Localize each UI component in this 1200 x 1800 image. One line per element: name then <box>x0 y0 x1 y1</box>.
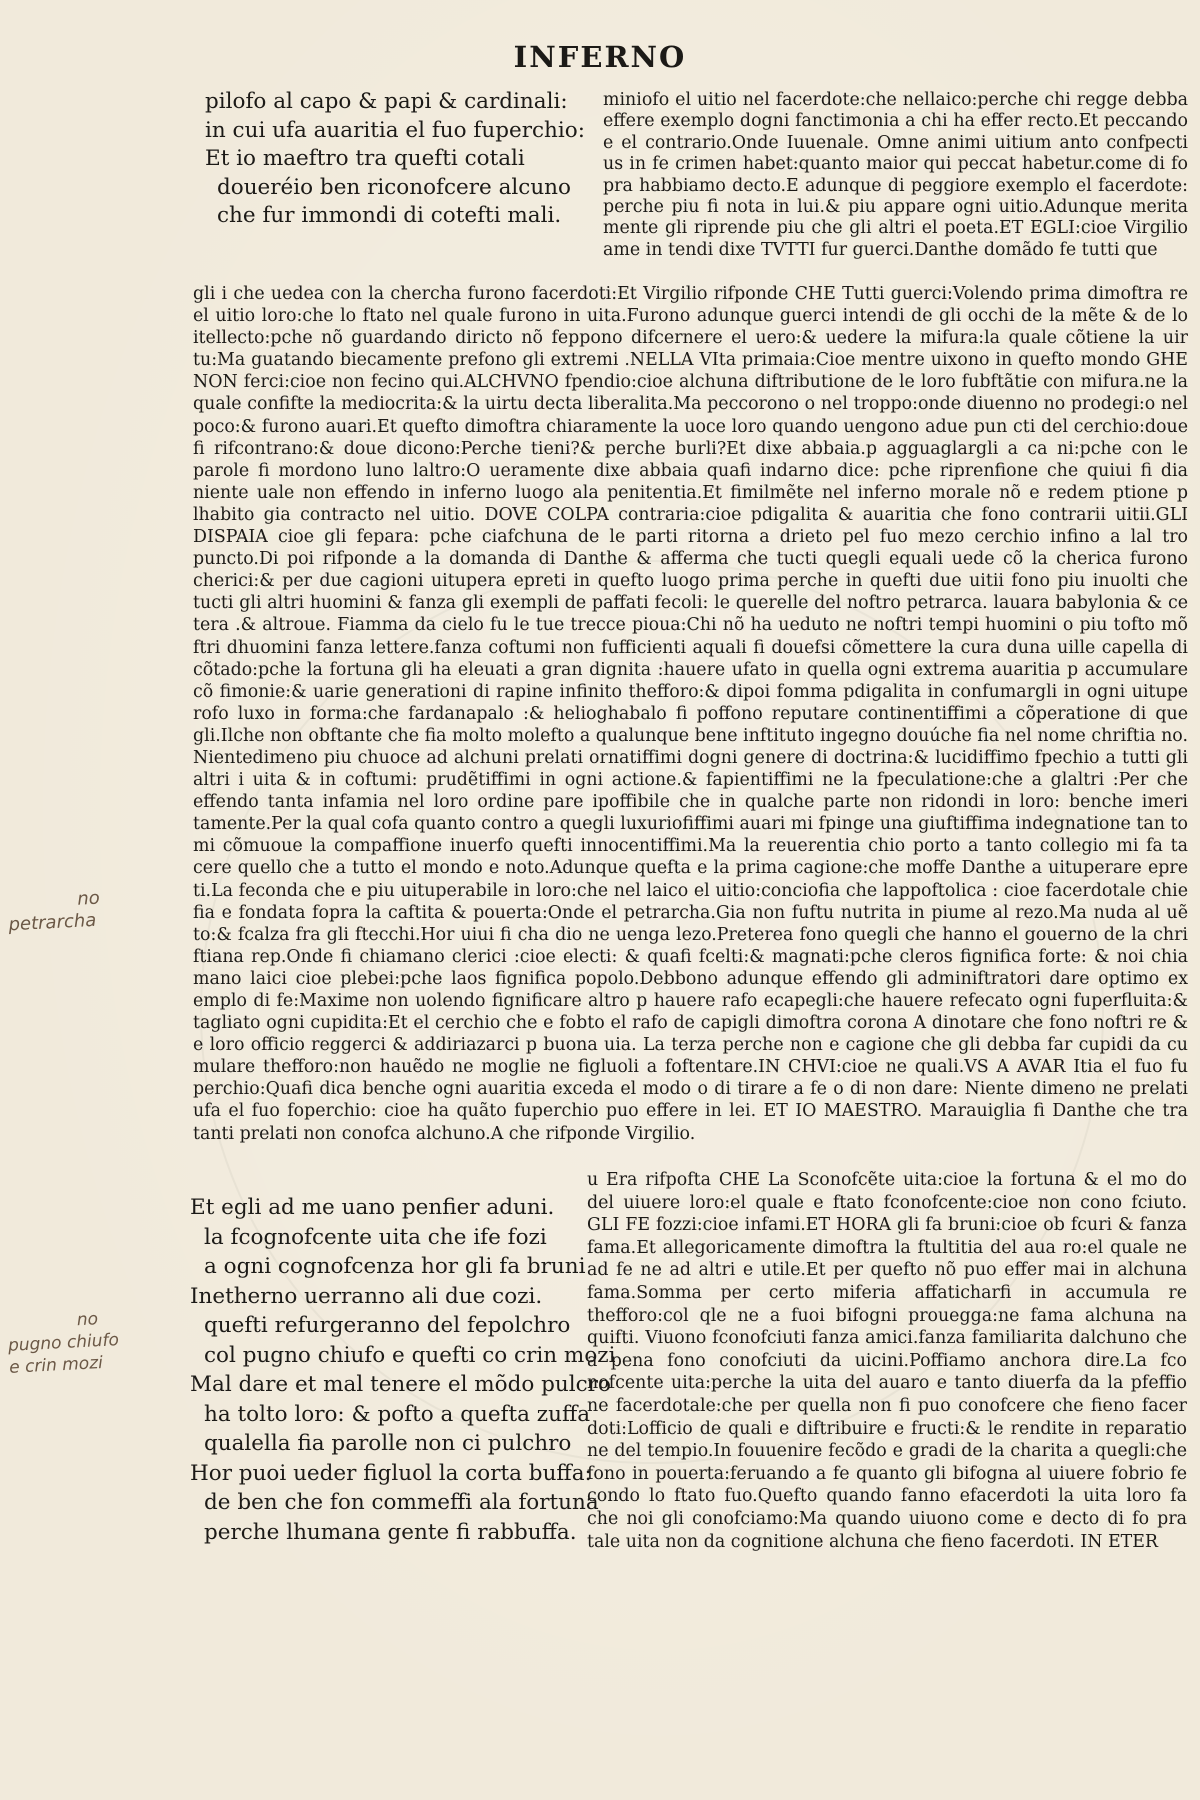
verse-line: col pugno chiufo e quefti co crin mozi <box>204 1342 616 1368</box>
verse-line: qualella fia parolle non ci pulchro <box>204 1431 572 1456</box>
marginal-note-line: no <box>76 1309 99 1331</box>
verse-line: quefti refurgeranno del fepolchro <box>204 1313 571 1338</box>
verse-line: de ben che fon commeffi ala fortuna <box>204 1490 599 1515</box>
verse-line: Inetherno uerranno ali due cozi. <box>190 1283 543 1309</box>
verse-line: doueréio ben riconofcere alcuno <box>217 174 571 200</box>
verse-bottom <box>190 1193 616 1547</box>
verse-line: in cui ufa auaritia el fuo fuperchio: <box>205 117 585 143</box>
verse-line: Et io maeftro tra quefti cotali <box>205 146 525 171</box>
verse-line: a ogni cognofcenza hor gli fa bruni <box>204 1254 586 1279</box>
marginal-note-line: pugno chiufo <box>7 1330 120 1356</box>
marginal-note-line: e crin mozi <box>8 1352 104 1378</box>
marginal-note-line: no <box>76 887 101 910</box>
running-head: INFERNO <box>513 40 687 74</box>
verse-line: pilofo al capo & papi & cardinali: <box>205 89 568 114</box>
verse-line: ha tolto loro: & pofto a quefta zuffa <box>204 1401 591 1427</box>
verse-top <box>205 88 585 231</box>
verse-line: Mal dare et mal tenere el mõdo pulcro <box>190 1372 611 1397</box>
verse-line: la fcognofcente uita che ife fozi <box>204 1224 547 1250</box>
marginal-note-line: petrarcha <box>8 909 97 936</box>
commentary-main: gli i che uedea con la chercha furono facerdoti:Et Virgilio rifponde CHE Tutti guerci:Volendo prima dimoftra re el uitio loro:che lo ftato nel quale furono in uita.Furono adunque guerci intendi de gli occhi de la mẽte & de lo itellecto:pche nõ guardando diricto nõ feppono difcernere el uero:& uedere la mifura:la quale cõtiene la uir tu:Ma guatando biecamente prefono gli extremi .NELLA VIta primaia:Cioe mentre uixono in quefto mondo GHE NON ferci:cioe non fecino qui.ALCHVNO fpendio:cioe alchuna diftributione de le loro fubftãtie con mifura.ne la quale confifte la mediocrita:& la uirtu decta liberalita.Ma peccorono o nel troppo:onde diuenno no prodegi:o nel poco:& furono auari.Et quefto dimoftra chiaramente la uoce loro quando uengono adue pun cti del cerchio:doue fi rifcontrano:& doue dicono:Perche tieni?& perche burli?Et dixe abbaia.p agguaglargli a ca ni:pche con le parole fi mordono luno laltro:O ueramente dixe abbaia quafi indarno dice: pche riprenfione che quiui fi dia niente uale non effendo in inferno luogo ala penitentia.Et fimilmẽte nel inferno morale nõ e redem ptione p lhabito gia contracto nel uitio. DOVE COLPA contraria:cioe pdigalita & auaritia che fono contrarii uitii.GLI DISPAIA cioe gli fepara: pche ciafchuna de le parti ritorna a drieto pel fuo mezo cerchio infino a lal tro puncto.Di poi rifponde a la domanda di Danthe & afferma che tucti quegli equali uede cõ la cherica furono cherici:& per due cagioni uitupera epreti in quefto luogo prima perche in quefti due uitii fono piu inuolti che tucti gli altri huomini & fanza gli exempli de paffati fecoli: le querelle del noftro petrarca. lauara babylonia & ce tera .& altroue. Fiamma da cielo fu le tue trecce pioua:Chi nõ ha ueduto ne noftri tempi huomini o piu tofto mõ ftri dhuomini fanza lettere.fanza coftumi non fufficienti aquali fi douefsi cõmettere la cura duna uille capella di cõtado:pche la fortuna gli ha eleuati a gran dignita :hauere ufato in quella ogni extrema auaritia p accumulare cõ fimonie:& uarie generationi di rapine infinito thefforo:& dipoi fomma pdigalita in confumargli in ogni uitupe rofo luxo in forma:che fardanapalo :& helioghabalo fi poffono reputare continentiffimi a cõperatione di que gli.Ilche non obftante che fia molto molefto a qualunque bene inftituto ingegno douúche fia nel nome chriftia no. Nientedimeno piu chuoce ad alchuni prelati ornatiffimi dogni genere di doctrina:& lucidiffimo fpechio a tutti gli altri i uita & in coftumi: prudẽtiffimi in ogni actione.& fapientiffimi ne la fpeculatione:che a glaltri :Per che effendo tanta infamia nel loro ordine pare ipoffibile che in qualche parte non ridondi in loro: benche imeri tamente.Per la qual cofa quanto contro a quegli luxuriofiffimi auari mi fpinge una giuftiffima indegnatione tan to mi cõmuoue la compaffione inuerfo quefti innocentiffimi.Ma la reuerentia chio porto a tanto collegio mi fa ta cere quello che a tutto el mondo e noto.Adunque quefta e la prima cagione:che moffe Danthe a uituperare epre ti.La feconda che e piu uituperabile in loro:che nel laico el uitio:conciofia che lappoftolica : cioe facerdotale chie fia e fondata fopra la caftita & pouerta:Onde el petrarcha.Gia non fuftu nutrita in piume al rezo.Ma nuda al uẽ to:& fcalza fra gli ftecchi.Hor uiui fi cha dio ne uenga lezo.Preterea fono quegli che hanno el gouerno de la chri ftiana rep.Onde fi chiamano clerici :cioe electi: & quafi fcelti:& magnati:pche cleros fignifica forte: & noi chia mano laici cioe plebei:pche laos fignifica popolo.Debbono adunque effendo gli adminiftratori dare optimo ex emplo di fe:Maxime non uolendo fignificare altro p hauere rafo ecapegli:che hauere refecato ogni fuperfluita:& tagliato ogni cupidita:Et el cerchio che e fobto el rafo de capigli dimoftra corona A dinotare che fono noftri re & e loro officio reggerci & addiriazarci p buona uia. La terza perche non e cagione che gli debba far cupidi da cu mulare thefforo:non hauẽdo ne moglie ne figluoli a foftentare.IN CHVI:cioe ne quali.VS A AVAR Itia el fuo fu perchio:Quafi dica benche ogni auaritia exceda el modo o di tirare a fe o di non dare: Niente dimeno ne prelati ufa el fuo foperchio: cioe ha quãto fuperchio puo effere in lei. ET IO MAESTRO. Marauiglia fi Danthe che tra tanti prelati non conofca alchuno.A che rifponde Virgilio. <box>193 284 1188 1144</box>
marginal-note-petrarcha <box>7 888 102 937</box>
commentary-top: miniofo el uitio nel facerdote:che nellaico:perche chi regge debba effere exemplo dogni fanctimonia a chi ha effer recto.Et peccando e el contrario.Onde Iuuenale. Omne animi uitium anto confpecti us in fe crimen habet:quanto maior qui peccat habetur.come di fo pra habbiamo decto.E adunque di peggiore exemplo el facerdote: perche piu fi nota in lui.& piu appare ogni uitio.Adunque merita mente gli riprende piu che gli altri el poeta.ET EGLI:cioe Virgilio ame in tendi dixe TVTTI fur guerci.Danthe domãdo fe tutti que <box>603 90 1188 260</box>
marginal-note-pugno <box>6 1307 120 1379</box>
verse-line: Hor puoi ueder figluol la corta buffa: <box>190 1460 592 1486</box>
verse-line: Et egli ad me uano penfier aduni. <box>190 1195 555 1220</box>
commentary-bottom: u Era rifpofta CHE La Sconofcẽte uita:cioe la fortuna & el mo do del uiuere loro:el quale e ftato fconofcente:cioe non cono fciuto. GLI FE fozzi:cioe infami.ET HORA gli fa bruni:cioe ob fcuri & fanza fama.Et allegoricamente dimoftra la ftultitia del aua ro:el quale ne ad fe ne ad altri e utile.Et per quefto nõ puo effer mai in alchuna fama.Somma per certo miferia affaticharfi in accumula re thefforo:col qle ne a fuoi bifogni prouegga:ne fama alchuna na quifti. Viuono fconofciuti fanza amici.fanza familiarita dalchuno che a pena fono conofciuti da uicini.Poffiamo anchora dire.La fco nofcente uita:perche la uita del auaro e tanto diuerfa da la pfeffio ne facerdotale:che per quella non fi puo conofcere che fieno facer doti:Lofficio de quali e diftribuire e fructi:& le rendite in reparatio ne del tempio.In fouuenire fecõdo e gradi de la charita a quegli:che fono in pouerta:feruando a fe quanto gli bifogna al uiuere fobrio fe condo lo ftato fuo.Quefto quando fanno efacerdoti la uita loro fa che noi gli conofciamo:Ma quando uiuono come e decto di fo pra tale uita non da cognitione alchuna che fieno facerdoti. IN ETER <box>587 1170 1187 1552</box>
verse-line: che fur immondi di cotefti mali. <box>217 203 562 228</box>
verse-line: perche lhumana gente fi rabbuffa. <box>204 1519 577 1545</box>
